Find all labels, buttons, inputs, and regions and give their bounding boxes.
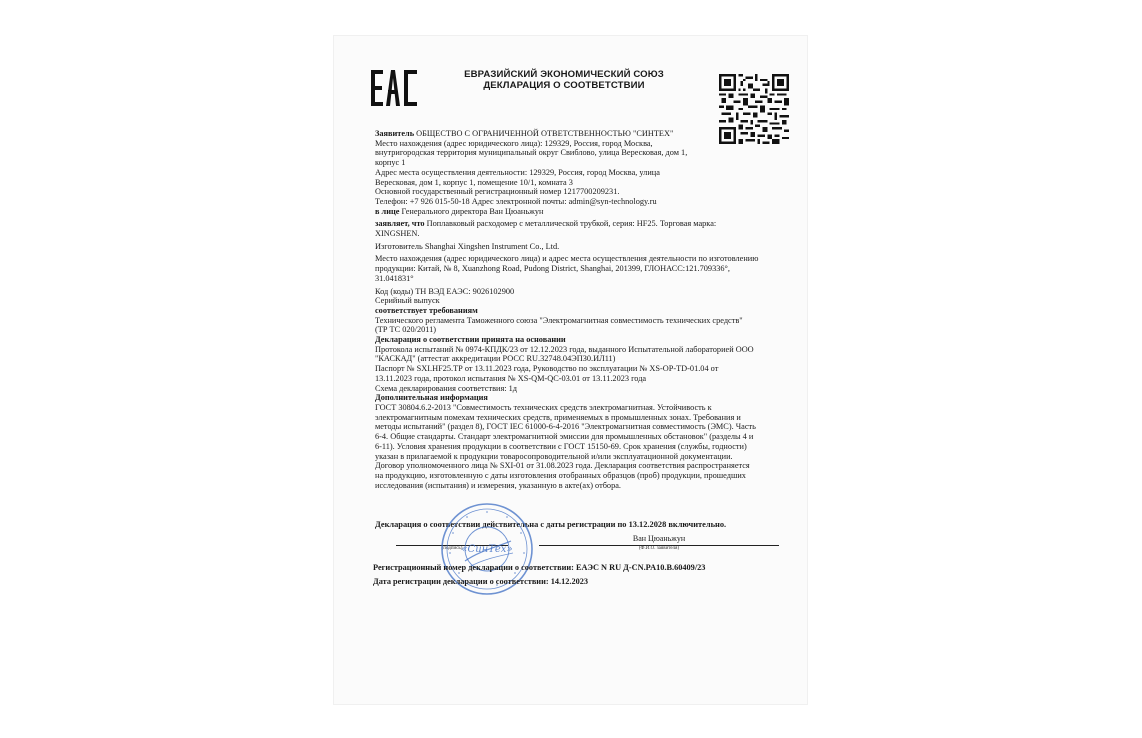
additional-line-2: электромагнитным помехам технических средств, применяемых в промышленных зонах. Требования и bbox=[375, 412, 741, 422]
product-line-2: XINGSHEN. bbox=[375, 229, 420, 239]
signature-caption: (подпись) bbox=[441, 546, 463, 551]
declaration-document bbox=[334, 36, 807, 704]
declares-label: заявляет, что bbox=[375, 219, 425, 229]
person-name: Генерального директора Ван Цюаньжун bbox=[399, 206, 544, 216]
mfr-address-2: продукции: Китай, № 8, Xuanzhong Road, Pudong District, Shanghai, 201399, ГЛОНАСС:121.709336°, bbox=[375, 264, 730, 274]
conforms-label: соответствует требованиям bbox=[375, 305, 478, 315]
applicant-person bbox=[375, 207, 787, 217]
applicant-line bbox=[375, 129, 787, 139]
basis-line-2: "КАСКАД" (аттестат аккредитации РОСС RU.32748.04ЭПЗ0.ИЛ11) bbox=[375, 354, 616, 364]
additional-line-1: ГОСТ 30804.6.2-2013 "Совместимость технических средств электромагнитная. Устойчивость к bbox=[375, 402, 712, 412]
eac-logo-icon bbox=[371, 70, 417, 106]
mfr-address-3: 31.041831° bbox=[375, 273, 414, 283]
product-line-1: Поплавковый расходомер с металлической трубкой, серия: HF25. Торговая марка: bbox=[424, 219, 717, 229]
additional-line-3: методы испытаний" (раздел 8), ГОСТ IEC 61000-6-4-2016 "Электромагнитная совместимость (ЭМС). Часть bbox=[375, 422, 756, 432]
basis-label: Декларация о соответствии принята на основании bbox=[375, 335, 566, 345]
header-union: ЕВРАЗИЙСКИЙ ЭКОНОМИЧЕСКИЙ СОЮЗ bbox=[464, 69, 664, 80]
basis-line-5: Схема декларирования соответствия: 1д bbox=[375, 383, 518, 393]
applicant-activity-2: Вересковая, дом 1, корпус 1, помещение 10/1, комната 3 bbox=[375, 177, 573, 187]
declaration-body bbox=[375, 129, 787, 490]
additional-line-6: указан в прилагаемой к продукции товаросопроводительной и/или эксплуатационной документации. bbox=[375, 451, 733, 461]
applicant-activity-1: Адрес места осуществления деятельности: 129329, Россия, город Москва, улица bbox=[375, 167, 660, 177]
additional-line-8: на продукцию, изготовленную с даты изготовления отобранных образцов (проб) продукции, прошедших bbox=[375, 470, 746, 480]
basis-line-3: Паспорт № SXI.HF25.ТР от 13.11.2023 года, Руководство по эксплуатации № XS-OP-TD-01.04 от bbox=[375, 364, 719, 374]
header-title: ДЕКЛАРАЦИЯ О СООТВЕТСТВИИ bbox=[483, 80, 645, 91]
person-label: в лице bbox=[375, 206, 400, 216]
tnved-code: Код (коды) ТН ВЭД ЕАЭС: 9026102900 bbox=[375, 286, 515, 296]
additional-line-4: 6-4. Общие стандарты. Стандарт электромагнитной эмиссии для промышленных обстановок" (разделы 4 и bbox=[375, 432, 754, 442]
conforms-line-1: Технического регламента Таможенного союза "Электромагнитная совместимость технических средств" bbox=[375, 315, 743, 325]
mfr-address-1: Место нахождения (адрес юридического лица) и адрес места осуществления деятельности по изготовлению bbox=[375, 254, 759, 264]
manufacturer: Изготовитель Shanghai Xingshen Instrument Co., Ltd. bbox=[375, 241, 560, 251]
applicant-address-3: корпус 1 bbox=[375, 158, 406, 168]
basis-line-1: Протокола испытаний № 0974-КПДК/23 от 12.12.2023 года, выданного Испытательной лабораторией ООО bbox=[375, 344, 754, 354]
registration-date: Дата регистрации декларации о соответствии: 14.12.2023 bbox=[373, 577, 589, 586]
document-header bbox=[439, 69, 689, 91]
additional-line-7: Договор уполномоченного лица № SXI-01 от 31.08.2023 года. Декларация соответствия распространяется bbox=[375, 461, 750, 471]
basis-line-4: 13.11.2023 года, протокол испытания № XS-QM-QC-03.01 от 13.11.2023 года bbox=[375, 373, 647, 383]
applicant-address-1: Место нахождения (адрес юридического лица): 129329, Россия, город Москва, bbox=[375, 138, 653, 148]
registration-block bbox=[373, 561, 793, 589]
applicant-name: ОБЩЕСТВО С ОГРАНИЧЕННОЙ ОТВЕТСТВЕННОСТЬЮ "СИНТЕХ" bbox=[414, 129, 674, 138]
additional-line-9: исследования (испытания) и измерения, указанную в акте(ах) отбора. bbox=[375, 480, 621, 490]
signer-name: Ван Цюаньжун bbox=[632, 534, 686, 543]
conforms-line-2: (ТР ТС 020/2011) bbox=[375, 325, 436, 335]
additional-label: Дополнительная информация bbox=[375, 393, 488, 403]
name-caption: (Ф.И.О. заявителя) bbox=[638, 546, 680, 551]
applicant-address-2: внутригородская территория муниципальный округ Свиблово, улица Вересковая, дом 1, bbox=[375, 148, 688, 158]
registration-number: Регистрационный номер декларации о соответствии: ЕАЭС N RU Д-CN.PA10.B.60409/23 bbox=[373, 563, 706, 572]
applicant-label: Заявитель bbox=[375, 129, 415, 138]
applicant-ogrn: Основной государственный регистрационный номер 1217700209231. bbox=[375, 187, 620, 197]
additional-line-5: 6-11). Условия хранения продукции в соответствии с ГОСТ 15150-69. Срок хранения (службы, годности) bbox=[375, 441, 747, 451]
declares-line bbox=[375, 219, 787, 229]
seal-text: «СинТех» bbox=[461, 544, 513, 555]
applicant-contacts: Телефон: +7 926 015-50-18 Адрес электронной почты: admin@syn-technology.ru bbox=[375, 196, 657, 206]
validity-statement: Декларация о соответствии действительна с даты регистрации по 13.12.2028 включительно. bbox=[375, 520, 727, 529]
serial-release: Серийный выпуск bbox=[375, 296, 440, 306]
